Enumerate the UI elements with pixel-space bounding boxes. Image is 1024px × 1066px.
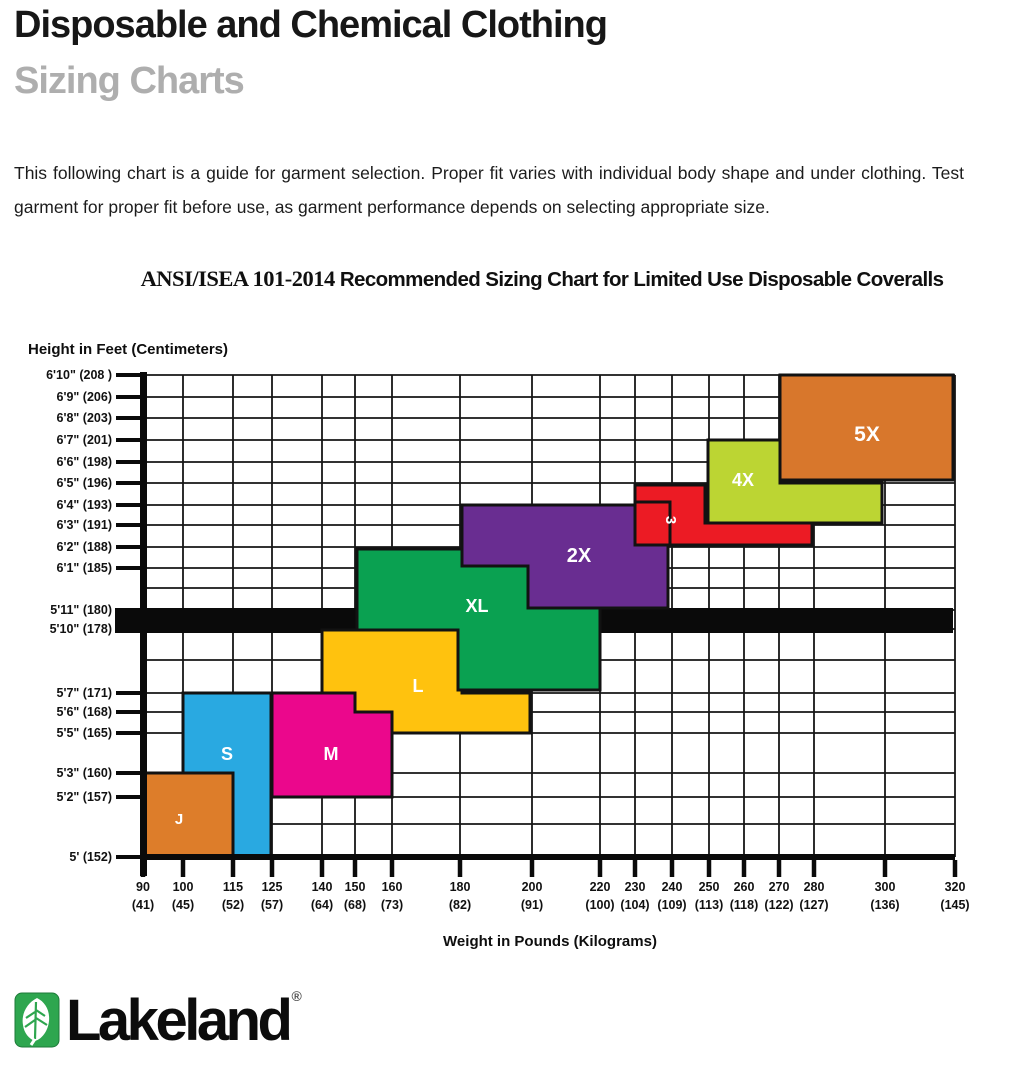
- x-tick-label-kg: (91): [520, 898, 544, 912]
- y-axis-line: [140, 372, 147, 876]
- y-tick-label: 6'4" (193): [56, 498, 112, 512]
- x-tick-label-lb: 140: [311, 880, 333, 894]
- page-title: Disposable and Chemical Clothing: [14, 4, 607, 46]
- x-tick-label-lb: 300: [874, 880, 896, 894]
- x-tick-label-lb: 220: [589, 880, 611, 894]
- y-tick-label: 6'1" (185): [56, 561, 112, 575]
- x-tick-label-lb: 100: [172, 880, 194, 894]
- y-tick-label: 6'5" (196): [56, 476, 112, 490]
- y-tick-label: 6'6" (198): [56, 455, 112, 469]
- y-tick-label: 5'6" (168): [56, 705, 112, 719]
- y-tick-label: 5' (152): [69, 850, 112, 864]
- x-tick-label-lb: 115: [222, 880, 244, 894]
- x-tick-label-kg: (122): [764, 898, 794, 912]
- x-tick-label-lb: 260: [733, 880, 755, 894]
- chart-heading-text: Recommended Sizing Chart for Limited Use Disposable Coveralls: [334, 268, 944, 291]
- y-tick-label: 5'5" (165): [56, 726, 112, 740]
- x-tick-label-kg: (45): [171, 898, 195, 912]
- x-axis-line: [140, 854, 955, 860]
- x-axis-title: Weight in Pounds (Kilograms): [443, 933, 657, 950]
- size-region-J: [143, 773, 233, 857]
- x-tick-label-lb: 270: [768, 880, 790, 894]
- sizing-chart: [0, 330, 1024, 960]
- size-label-3: 3: [662, 515, 679, 525]
- size-label-S: S: [220, 744, 234, 764]
- x-tick-label-lb: 320: [944, 880, 966, 894]
- sizing-chart-svg: [0, 330, 1024, 960]
- y-tick-label: 5'7" (171): [56, 686, 112, 700]
- x-tick-label-kg: (73): [380, 898, 404, 912]
- y-tick-label: 5'2" (157): [56, 790, 112, 804]
- x-tick-label-lb: 90: [136, 880, 150, 894]
- size-label-5X: 5X: [854, 423, 880, 446]
- x-tick-label-lb: 160: [381, 880, 403, 894]
- x-tick-label-kg: (41): [131, 898, 155, 912]
- leaf-icon: [14, 992, 60, 1048]
- size-label-L: L: [412, 676, 424, 696]
- y-tick-label: 6'8" (203): [56, 411, 112, 425]
- x-tick-label-kg: (113): [694, 898, 724, 912]
- x-tick-label-kg: (145): [940, 898, 970, 912]
- x-tick-label-lb: 240: [661, 880, 683, 894]
- chart-heading: [0, 266, 1024, 292]
- size-label-XL: XL: [465, 596, 489, 616]
- x-tick-label-lb: 250: [698, 880, 720, 894]
- x-tick-label-kg: (57): [260, 898, 284, 912]
- intro-paragraph: This following chart is a guide for garment selection. Proper fit varies with individual body shape and under clothing. Test garment for proper fit before use, as garment performance depends on selecting appropriate size.: [14, 163, 964, 217]
- y-tick-label: 6'2" (188): [56, 540, 112, 554]
- page-subtitle: Sizing Charts: [14, 60, 244, 102]
- x-tick-label-kg: (109): [657, 898, 687, 912]
- size-label-4X: 4X: [731, 470, 755, 490]
- y-tick-label: 6'9" (206): [56, 390, 112, 404]
- x-tick-label-kg: (100): [585, 898, 615, 912]
- x-tick-label-kg: (104): [620, 898, 650, 912]
- logo-wordmark: Lakeland: [66, 987, 290, 1053]
- x-tick-label-lb: 150: [344, 880, 366, 894]
- y-tick-label: 5'11" (180): [50, 603, 112, 617]
- size-label-2X: 2X: [566, 545, 592, 567]
- x-tick-label-lb: 180: [449, 880, 471, 894]
- y-tick-label: 5'3" (160): [56, 766, 112, 780]
- x-tick-label-kg: (64): [310, 898, 334, 912]
- registered-mark: ®: [291, 988, 302, 1004]
- lakeland-logo: [14, 988, 300, 1052]
- x-tick-label-kg: (127): [799, 898, 829, 912]
- x-tick-label-lb: 230: [624, 880, 646, 894]
- y-tick-label: 6'7" (201): [56, 433, 112, 447]
- x-tick-label-lb: 200: [521, 880, 543, 894]
- size-label-M: M: [323, 744, 339, 764]
- x-tick-label-lb: 280: [803, 880, 825, 894]
- x-tick-label-kg: (136): [870, 898, 900, 912]
- x-tick-label-lb: 125: [261, 880, 283, 894]
- x-tick-label-kg: (52): [221, 898, 245, 912]
- size-label-J: J: [174, 811, 184, 828]
- y-tick-label: 6'3" (191): [56, 518, 112, 532]
- y-tick-label: 6'10" (208 ): [46, 368, 112, 382]
- chart-heading-standard: ANSI/ISEA 101-2014: [140, 266, 335, 291]
- y-tick-label: 5'10" (178): [49, 622, 112, 636]
- y-axis-title: Height in Feet (Centimeters): [28, 341, 229, 358]
- x-tick-label-kg: (118): [729, 898, 759, 912]
- x-tick-label-kg: (68): [343, 898, 367, 912]
- x-tick-label-kg: (82): [448, 898, 472, 912]
